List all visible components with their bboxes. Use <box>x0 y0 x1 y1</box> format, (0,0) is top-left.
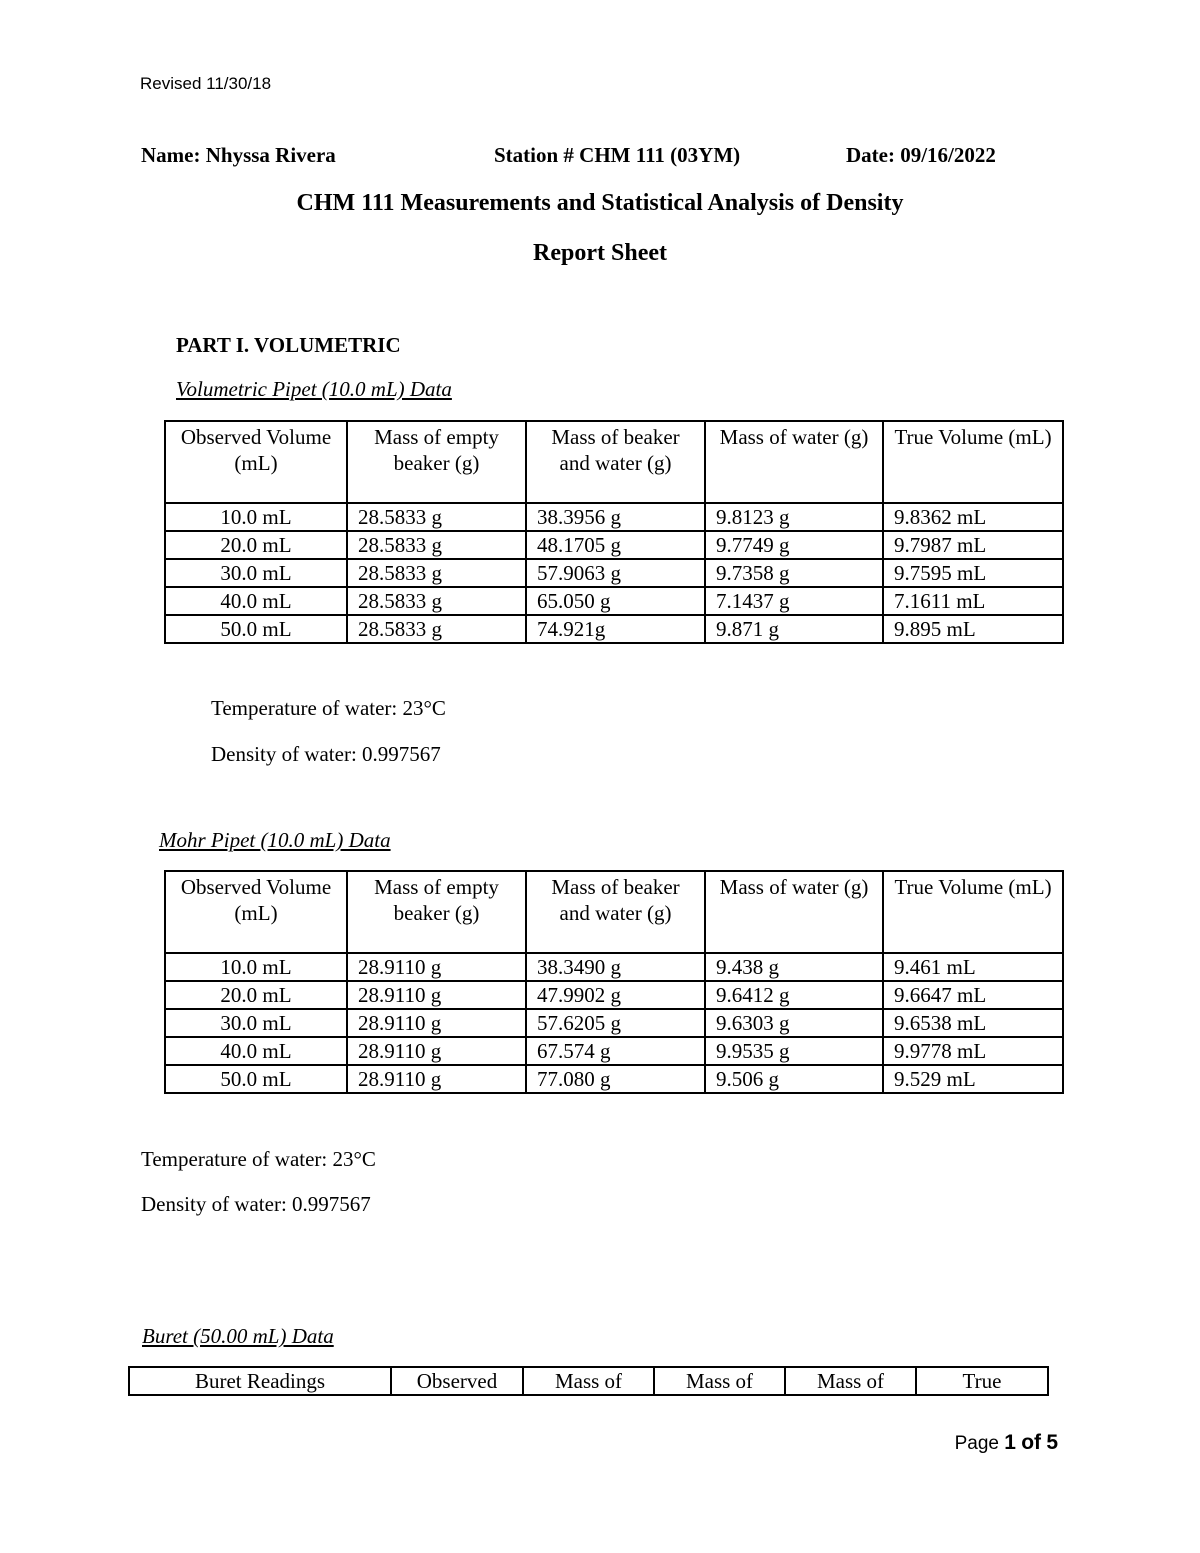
table-cell: 9.9778 mL <box>883 1037 1063 1065</box>
mohr-caption: Mohr Pipet (10.0 mL) Data <box>159 828 391 852</box>
header-cell: True Volume (mL) <box>883 421 1063 503</box>
table-cell: 9.7987 mL <box>883 531 1063 559</box>
table-cell: 9.6412 g <box>705 981 883 1009</box>
header-cell: Buret Readings <box>129 1367 391 1395</box>
table-cell: 38.3490 g <box>526 953 705 981</box>
table-cell: 40.0 mL <box>165 587 347 615</box>
table-cell: 50.0 mL <box>165 615 347 643</box>
table-cell: 28.9110 g <box>347 1065 526 1093</box>
table-cell: 10.0 mL <box>165 953 347 981</box>
water-temperature: Temperature of water: 23°C <box>211 696 446 720</box>
table-header-row <box>129 1367 1048 1395</box>
page-number <box>955 1431 1058 1455</box>
table-cell: 28.9110 g <box>347 981 526 1009</box>
table-row <box>165 503 1063 531</box>
header-cell: True <box>916 1367 1048 1395</box>
table-cell: 20.0 mL <box>165 531 347 559</box>
page-subtitle: Report Sheet <box>533 240 667 266</box>
table-cell: 9.506 g <box>705 1065 883 1093</box>
table-cell: 28.9110 g <box>347 1009 526 1037</box>
table-cell: 28.9110 g <box>347 953 526 981</box>
water-density: Density of water: 0.997567 <box>141 1192 371 1216</box>
total-pages: 5 <box>1046 1431 1058 1454</box>
table-cell: 57.6205 g <box>526 1009 705 1037</box>
water-temperature: Temperature of water: 23°C <box>141 1147 376 1171</box>
table-row <box>165 531 1063 559</box>
buret-table <box>128 1366 1049 1396</box>
table-cell: 9.6538 mL <box>883 1009 1063 1037</box>
table-cell: 57.9063 g <box>526 559 705 587</box>
buret-caption: Buret (50.00 mL) Data <box>142 1324 334 1348</box>
table-cell: 28.5833 g <box>347 503 526 531</box>
header-cell: Mass of beaker and water (g) <box>526 421 705 503</box>
revision-note: Revised 11/30/18 <box>140 74 272 93</box>
table-cell: 30.0 mL <box>165 559 347 587</box>
table-cell: 9.529 mL <box>883 1065 1063 1093</box>
table-cell: 9.6303 g <box>705 1009 883 1037</box>
table-header-row <box>165 871 1063 953</box>
volumetric-caption: Volumetric Pipet (10.0 mL) Data <box>176 377 452 401</box>
table-cell: 74.921g <box>526 615 705 643</box>
header-cell: Mass of empty beaker (g) <box>347 421 526 503</box>
table-cell: 40.0 mL <box>165 1037 347 1065</box>
header-cell: Mass of water (g) <box>705 871 883 953</box>
table-cell: 9.438 g <box>705 953 883 981</box>
table-row <box>165 559 1063 587</box>
table-row <box>165 1037 1063 1065</box>
table-cell: 28.5833 g <box>347 559 526 587</box>
table-cell: 28.5833 g <box>347 587 526 615</box>
table-cell: 7.1437 g <box>705 587 883 615</box>
table-cell: 9.871 g <box>705 615 883 643</box>
table-cell: 9.8123 g <box>705 503 883 531</box>
header-cell: Observed <box>391 1367 523 1395</box>
page-of: of <box>1021 1431 1042 1454</box>
table-cell: 9.461 mL <box>883 953 1063 981</box>
table-row <box>165 615 1063 643</box>
table-cell: 28.5833 g <box>347 531 526 559</box>
header-cell: True Volume (mL) <box>883 871 1063 953</box>
header-cell: Mass of water (g) <box>705 421 883 503</box>
header-cell: Mass of beaker and water (g) <box>526 871 705 953</box>
page-prefix: Page <box>954 1433 999 1454</box>
table-cell: 28.5833 g <box>347 615 526 643</box>
header-cell: Observed Volume (mL) <box>165 421 347 503</box>
table-cell: 10.0 mL <box>165 503 347 531</box>
report-date: Date: 09/16/2022 <box>846 143 996 167</box>
table-cell: 20.0 mL <box>165 981 347 1009</box>
table-cell: 48.1705 g <box>526 531 705 559</box>
table-cell: 9.7358 g <box>705 559 883 587</box>
header-cell: Mass of <box>785 1367 916 1395</box>
water-density: Density of water: 0.997567 <box>211 742 441 766</box>
table-cell: 28.9110 g <box>347 1037 526 1065</box>
table-cell: 47.9902 g <box>526 981 705 1009</box>
station-number: Station # CHM 111 (03YM) <box>494 143 741 167</box>
table-cell: 7.1611 mL <box>883 587 1063 615</box>
table-row <box>165 1009 1063 1037</box>
header-cell: Mass of <box>523 1367 654 1395</box>
table-cell: 9.895 mL <box>883 615 1063 643</box>
table-cell: 9.9535 g <box>705 1037 883 1065</box>
table-cell: 9.6647 mL <box>883 981 1063 1009</box>
table-header-row <box>165 421 1063 503</box>
table-cell: 38.3956 g <box>526 503 705 531</box>
table-cell: 9.8362 mL <box>883 503 1063 531</box>
table-cell: 65.050 g <box>526 587 705 615</box>
header-cell: Mass of empty beaker (g) <box>347 871 526 953</box>
table-cell: 77.080 g <box>526 1065 705 1093</box>
header-cell: Observed Volume (mL) <box>165 871 347 953</box>
table-cell: 30.0 mL <box>165 1009 347 1037</box>
mohr-table <box>164 870 1064 1094</box>
table-cell: 9.7749 g <box>705 531 883 559</box>
table-row <box>165 587 1063 615</box>
table-row <box>165 953 1063 981</box>
table-cell: 9.7595 mL <box>883 559 1063 587</box>
volumetric-table <box>164 420 1064 644</box>
current-page: 1 <box>1004 1431 1016 1454</box>
page-title: CHM 111 Measurements and Statistical Analysis of Density <box>296 190 904 216</box>
student-name: Name: Nhyssa Rivera <box>141 143 336 167</box>
table-cell: 67.574 g <box>526 1037 705 1065</box>
header-cell: Mass of <box>654 1367 785 1395</box>
table-row <box>165 1065 1063 1093</box>
table-row <box>165 981 1063 1009</box>
table-cell: 50.0 mL <box>165 1065 347 1093</box>
section-heading: PART I. VOLUMETRIC <box>176 333 401 357</box>
